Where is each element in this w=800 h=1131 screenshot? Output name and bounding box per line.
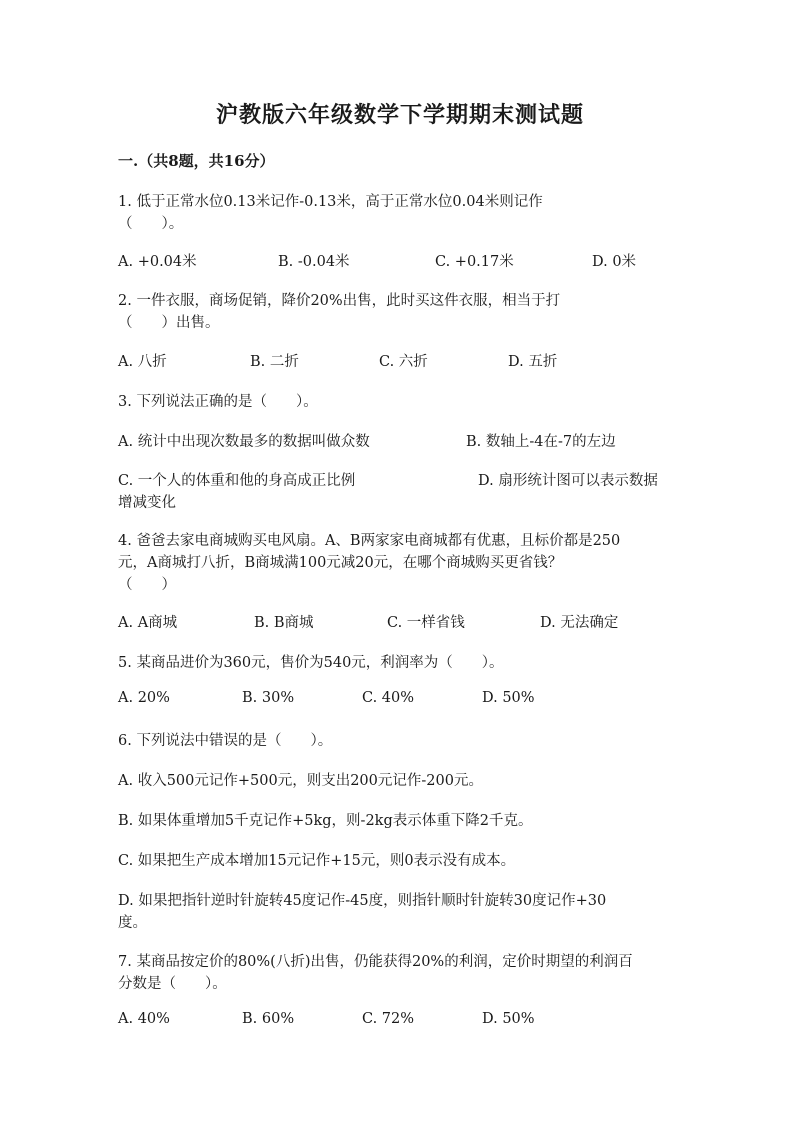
question-1-option-b: B. -0.04米 — [278, 254, 350, 270]
question-4-option-c: C. 一样省钱 — [387, 615, 465, 631]
question-1-text-cont: （ ）。 — [118, 216, 184, 232]
question-7-text-cont: 分数是（ ）。 — [118, 976, 227, 992]
question-2-option-a: A. 八折 — [118, 354, 167, 370]
question-4-option-b: B. B商城 — [254, 615, 314, 631]
question-7-option-d: D. 50% — [482, 1011, 535, 1027]
question-4-text: 4. 爸爸去家电商城购买电风扇。A、B两家家电商城都有优惠，且标价都是250 — [118, 533, 621, 549]
question-3-option-d-cont: 增减变化 — [118, 495, 176, 511]
question-6-option-c: C. 如果把生产成本增加15元记作+15元，则0表示没有成本。 — [118, 853, 516, 869]
question-1-text: 1. 低于正常水位0.13米记作-0.13米，高于正常水位0.04米则记作 — [118, 194, 543, 210]
question-7-option-b: B. 60% — [242, 1011, 295, 1027]
question-1-option-d: D. 0米 — [592, 254, 637, 270]
question-7-option-c: C. 72% — [362, 1011, 415, 1027]
question-2-option-b: B. 二折 — [250, 354, 299, 370]
question-6-option-d-cont: 度。 — [118, 915, 147, 931]
question-6-option-b: B. 如果体重增加5千克记作+5kg，则-2kg表示体重下降2千克。 — [118, 813, 533, 829]
question-3-option-b: B. 数轴上-4在-7的左边 — [466, 434, 616, 450]
question-4-text-cont2: （ ） — [118, 577, 176, 593]
question-5-option-d: D. 50% — [482, 690, 535, 706]
page-title: 沪教版六年级数学下学期期末测试题 — [215, 102, 584, 128]
question-2-option-c: C. 六折 — [379, 354, 428, 370]
question-2-option-d: D. 五折 — [508, 354, 558, 370]
question-3-option-d: D. 扇形统计图可以表示数据 — [478, 473, 658, 489]
question-2-text: 2. 一件衣服，商场促销，降价20%出售，此时买这件衣服，相当于打 — [118, 293, 561, 309]
section-heading: 一.（共8题，共16分） — [118, 152, 275, 170]
question-4-option-d: D. 无法确定 — [540, 615, 619, 631]
question-4-text-cont: 元，A商城打八折，B商城满100元减20元，在哪个商城购买更省钱？ — [118, 555, 563, 571]
question-5-option-c: C. 40% — [362, 690, 415, 706]
question-5-text: 5. 某商品进价为360元，售价为540元，利润率为（ ）。 — [118, 655, 504, 671]
question-5-option-a: A. 20% — [118, 690, 170, 706]
question-7-option-a: A. 40% — [118, 1011, 170, 1027]
question-6-option-a: A. 收入500元记作+500元，则支出200元记作-200元。 — [118, 773, 483, 789]
question-2-text-cont: （ ）出售。 — [118, 315, 220, 331]
question-6-text: 6. 下列说法中错误的是（ ）。 — [118, 733, 333, 749]
question-3-option-c: C. 一个人的体重和他的身高成正比例 — [118, 473, 356, 489]
question-6-option-d: D. 如果把指针逆时针旋转45度记作-45度，则指针顺时针旋转30度记作+30 — [118, 893, 607, 909]
question-1-option-a: A. +0.04米 — [118, 254, 197, 270]
question-3-text: 3. 下列说法正确的是（ ）。 — [118, 394, 318, 410]
question-7-text: 7. 某商品按定价的80%(八折)出售，仍能获得20%的利润，定价时期望的利润百 — [118, 954, 633, 970]
question-3-option-a: A. 统计中出现次数最多的数据叫做众数 — [118, 434, 370, 450]
question-1-option-c: C. +0.17米 — [435, 254, 514, 270]
question-5-option-b: B. 30% — [242, 690, 295, 706]
question-4-option-a: A. A商城 — [118, 615, 178, 631]
